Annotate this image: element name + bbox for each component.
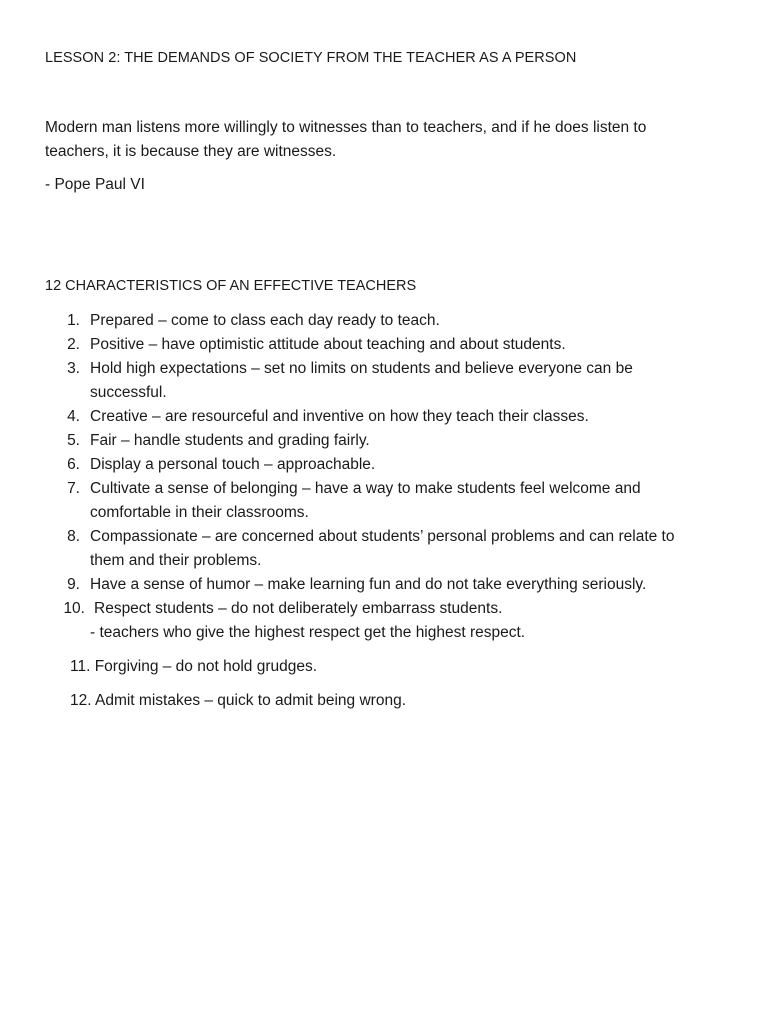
list-item-text: Compassionate – are concerned about students’ personal problems and can relate to them and their problems. — [90, 528, 675, 569]
characteristics-list-title: 12 CHARACTERISTICS OF AN EFFECTIVE TEACHERS — [45, 278, 417, 294]
list-item-text: Creative – are resourceful and inventive on how they teach their classes. — [90, 408, 589, 425]
list-item-number: 3. — [67, 360, 80, 377]
list-item-number: 10. — [63, 600, 85, 617]
list-item-text: Positive – have optimistic attitude about teaching and about students. — [90, 336, 566, 353]
list-item-text: Prepared – come to class each day ready to teach. — [90, 312, 440, 329]
list-item-forgiving: 11. Forgiving – do not hold grudges. — [70, 658, 318, 675]
list-item-subnote: - teachers who give the highest respect get the highest respect. — [90, 624, 526, 641]
list-item-admit-mistakes: 12. Admit mistakes – quick to admit being wrong. — [70, 692, 406, 709]
list-item-number: 8. — [67, 528, 80, 545]
list-item-number: 9. — [67, 576, 80, 593]
list-item-number: 4. — [67, 408, 80, 425]
list-item-text: Display a personal touch – approachable. — [90, 456, 376, 473]
list-item-number: 6. — [67, 456, 80, 473]
list-item-number: 1. — [67, 312, 80, 329]
list-item-text: Fair – handle students and grading fairly. — [90, 432, 370, 449]
list-item-text: Have a sense of humor – make learning fun and do not take everything seriously. — [90, 576, 647, 593]
list-item-number: 7. — [67, 480, 80, 497]
list-item-number: 5. — [67, 432, 80, 449]
list-item-number: 2. — [67, 336, 80, 353]
list-item-text: Cultivate a sense of belonging – have a way to make students feel welcome and comfortable in their classrooms. — [90, 480, 641, 521]
list-item-text: Hold high expectations – set no limits on students and believe everyone can be successful. — [90, 360, 633, 401]
quote-text: Modern man listens more willingly to witnesses than to teachers, and if he does listen to teachers, it is because they are witnesses. — [45, 119, 647, 160]
quote-author: - Pope Paul VI — [45, 176, 145, 193]
lesson-heading: LESSON 2: THE DEMANDS OF SOCIETY FROM THE TEACHER AS A PERSON — [45, 50, 577, 66]
list-item-text: Respect students – do not deliberately embarrass students. — [94, 600, 503, 617]
